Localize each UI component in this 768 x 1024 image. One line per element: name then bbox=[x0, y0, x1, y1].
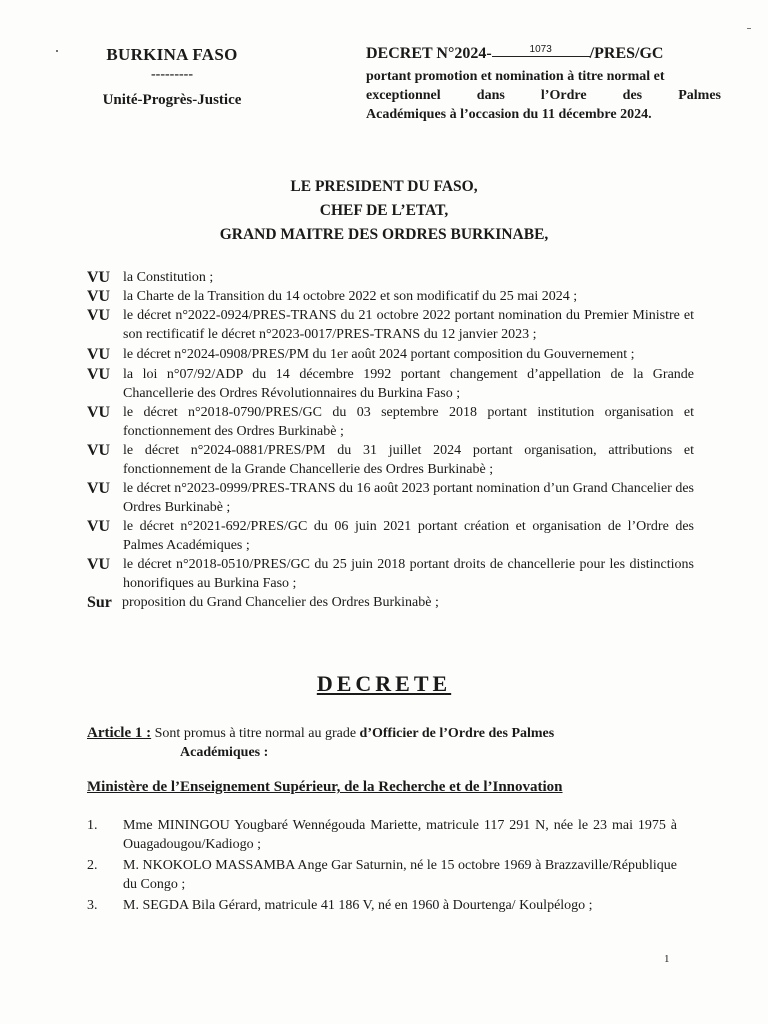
vu-keyword: VU bbox=[87, 556, 111, 573]
article-text: Sont promus à titre normal au grade bbox=[154, 726, 357, 741]
vu-text: la loi n°07/92/ADP du 14 décembre 1992 portant changement d’appellation de la Grande Chancellerie des Ordres Révolutionnaires du Burkina Faso ; bbox=[123, 367, 694, 401]
page-number: 1 bbox=[664, 953, 670, 965]
vu-keyword: VU bbox=[87, 518, 111, 535]
list-item bbox=[87, 816, 677, 854]
list-text: M. SEGDA Bila Gérard, matricule 41 186 V, né en 1960 à Dourtenga/ Koulpélogo ; bbox=[123, 898, 593, 913]
vu-text: le décret n°2021-692/PRES/GC du 06 juin 2021 portant création et organisation de l’Ordre des Palmes Académiques ; bbox=[123, 519, 694, 553]
president-line: GRAND MAITRE DES ORDRES BURKINABE, bbox=[219, 226, 549, 243]
vu-item bbox=[87, 517, 694, 555]
vu-item bbox=[87, 287, 694, 306]
list-item bbox=[87, 896, 677, 915]
vu-item bbox=[87, 365, 694, 403]
decree-suffix: /PRES/GC bbox=[589, 45, 664, 62]
vu-text: proposition du Grand Chancelier des Ordres Burkinabè ; bbox=[122, 595, 439, 610]
vu-item bbox=[87, 479, 694, 517]
decree-subject bbox=[366, 67, 721, 124]
list-number: 2. bbox=[87, 858, 98, 873]
vu-keyword: VU bbox=[87, 366, 111, 383]
vu-text: le décret n°2018-0510/PRES/GC du 25 juin 2018 portant droits de chancellerie pour les distinctions honorifiques au Burkina Faso ; bbox=[123, 557, 694, 591]
vu-text: le décret n°2018-0790/PRES/GC du 03 septembre 2018 portant institution organisation et fonctionnement des Ordres Burkinabè ; bbox=[123, 405, 694, 439]
vu-item bbox=[87, 345, 694, 364]
list-text: M. NKOKOLO MASSAMBA Ange Gar Saturnin, né le 15 octobre 1969 à Brazzaville/République du Congo ; bbox=[123, 858, 677, 892]
vu-item bbox=[87, 306, 694, 344]
vu-keyword: VU bbox=[87, 404, 111, 421]
vu-text: la Charte de la Transition du 14 octobre 2022 et son modificatif du 25 mai 2024 ; bbox=[123, 289, 578, 304]
vu-keyword: VU bbox=[87, 288, 111, 305]
ministry-heading: Ministère de l’Enseignement Supérieur, de la Recherche et de l’Innovation bbox=[87, 779, 563, 795]
vu-text: le décret n°2023-0999/PRES-TRANS du 16 août 2023 portant nomination d’un Grand Chancelier des Ordres Burkinabè ; bbox=[123, 481, 694, 515]
vu-keyword: Sur bbox=[87, 594, 112, 611]
decree-header bbox=[366, 43, 721, 124]
vu-text: le décret n°2024-0908/PRES/PM du 1er août 2024 portant composition du Gouvernement ; bbox=[123, 347, 635, 362]
vu-item bbox=[87, 268, 694, 287]
vu-item bbox=[87, 403, 694, 441]
list-number: 1. bbox=[87, 818, 98, 833]
subject-line: exceptionnel dans l’Ordre des Palmes bbox=[366, 88, 721, 103]
vu-keyword: VU bbox=[87, 480, 111, 497]
list-item bbox=[87, 856, 677, 894]
vu-item bbox=[87, 441, 694, 479]
vu-text: le décret n°2022-0924/PRES-TRANS du 21 octobre 2022 portant nomination du Premier Ministre et son rectificatif le décret n°2023-0017/PRES-TRANS du 12 janvier 2023 ; bbox=[123, 308, 694, 342]
decree-number: 1073 bbox=[492, 44, 590, 57]
scan-dot bbox=[56, 50, 58, 52]
article-grade-continued: Académiques : bbox=[180, 745, 269, 760]
decree-prefix: DECRET N°2024- bbox=[366, 45, 492, 62]
article-grade: d’Officier de l’Ordre des Palmes bbox=[359, 726, 555, 741]
decrete-heading: DECRETE bbox=[316, 671, 452, 696]
vu-keyword: VU bbox=[87, 442, 111, 459]
article-label: Article 1 : bbox=[87, 725, 152, 741]
people-list bbox=[87, 816, 677, 917]
president-title-block bbox=[0, 175, 768, 247]
national-motto: Unité-Progrès-Justice bbox=[102, 92, 242, 108]
president-line: CHEF DE L’ETAT, bbox=[319, 202, 449, 219]
scan-mark bbox=[747, 28, 751, 29]
president-line: LE PRESIDENT DU FASO, bbox=[290, 178, 478, 195]
country-header bbox=[72, 44, 272, 111]
decree-title bbox=[366, 43, 721, 65]
subject-line: Académiques à l’occasion du 11 décembre 2024. bbox=[366, 107, 652, 122]
article-1 bbox=[87, 724, 677, 762]
vu-keyword: VU bbox=[87, 346, 111, 363]
vu-item bbox=[87, 555, 694, 593]
vu-keyword: VU bbox=[87, 307, 111, 324]
subject-line: portant promotion et nomination à titre normal et bbox=[366, 69, 665, 84]
country-name: BURKINA FASO bbox=[106, 45, 238, 64]
list-number: 3. bbox=[87, 898, 98, 913]
vu-text: le décret n°2024-0881/PRES/PM du 31 juillet 2024 portant organisation, attributions et fonctionnement de la Grande Chancellerie des Ordres Burkinabè ; bbox=[123, 443, 694, 477]
header-separator: --------- bbox=[151, 67, 193, 82]
list-text: Mme MININGOU Yougbaré Wennégouda Mariette, matricule 117 291 N, née le 23 mai 1975 à Ouagadougou/Kadiogo ; bbox=[123, 818, 677, 852]
vu-text: la Constitution ; bbox=[123, 270, 214, 285]
vu-list bbox=[87, 268, 694, 612]
vu-keyword: VU bbox=[87, 269, 111, 286]
vu-item bbox=[87, 593, 694, 612]
